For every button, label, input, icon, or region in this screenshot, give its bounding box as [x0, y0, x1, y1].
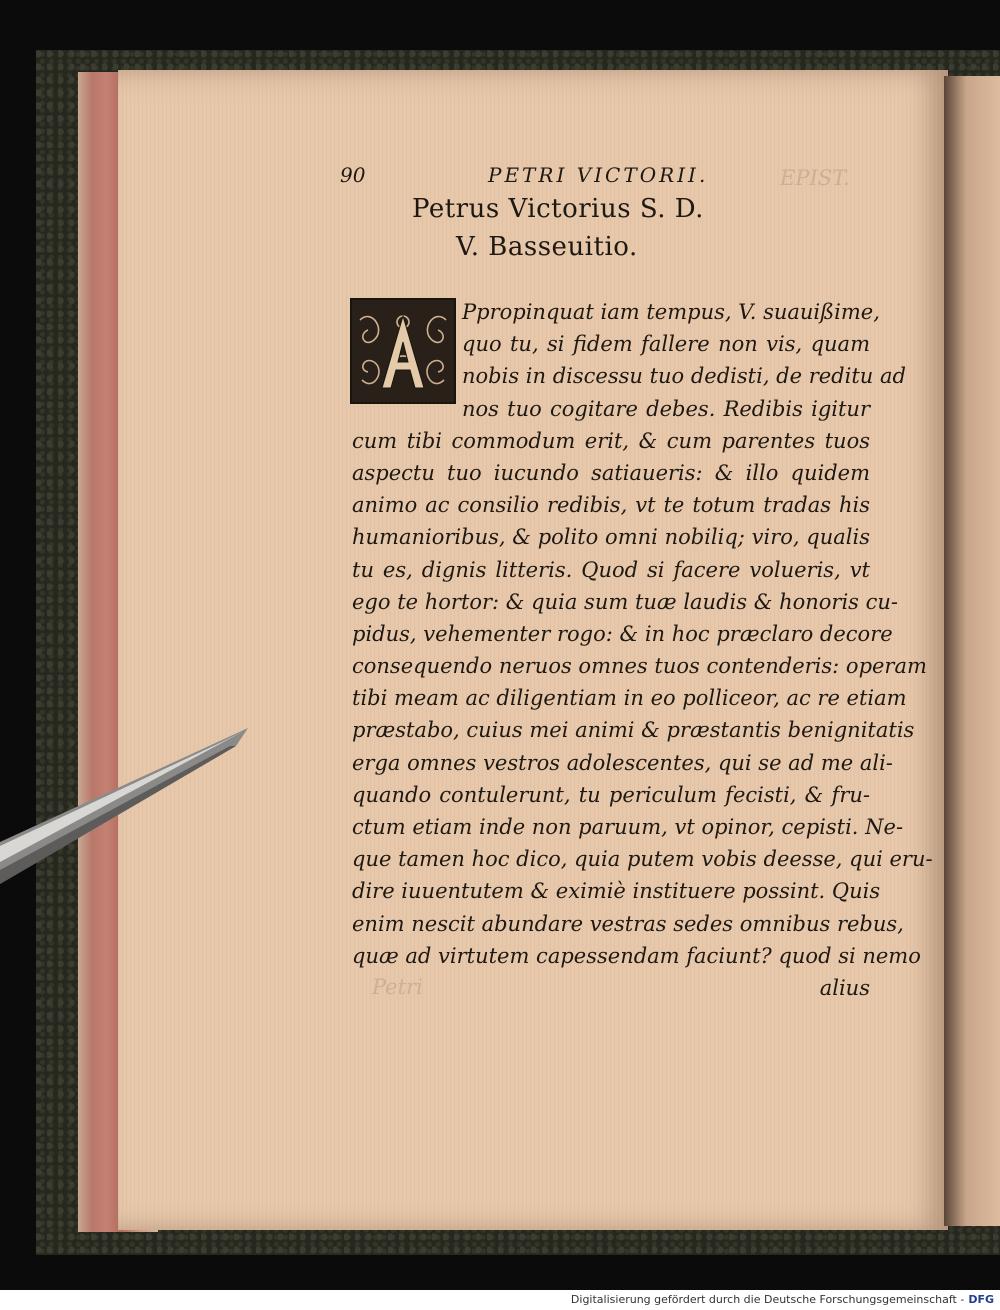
text-line: enim nescit abundare vestras sedes omnibus rebus,: [352, 911, 904, 936]
text-line: quo tu, si fidem fallere non vis, quam: [462, 332, 870, 357]
text-line: ctum etiam inde non paruum, vt opinor, cepisti. Ne-: [352, 815, 904, 839]
facing-page-edge: [944, 76, 1000, 1226]
credit-text: Digitalisierung gefördert durch die Deutsche Forschungsgemeinschaft -: [570, 1293, 965, 1306]
text-line: humanioribus, & polito omni nobiliq; viro, qualis: [352, 525, 870, 550]
text-line: erga omnes vestros adolescentes, qui se ad me ali-: [352, 750, 893, 775]
running-head: PETRI VICTORII.: [488, 163, 709, 187]
text-line: quando contulerunt, tu periculum fecisti, & fru-: [352, 782, 870, 807]
text-line: tibi meam ac diligentiam in eo polliceor, ac re etiam: [352, 686, 907, 711]
text-line: aspectu tuo iucundo satiaueris: & illo quidem: [352, 460, 870, 485]
bleed-through-text: Petri: [372, 975, 423, 999]
text-line: consequendo neruos omnes tuos contenderis: operam: [352, 654, 927, 679]
digitization-credit-footer: [0, 1290, 1000, 1310]
metal-pointer-stick: [0, 0, 260, 900]
dfg-logo: DFG: [968, 1293, 994, 1306]
text-line: tu es, dignis litteris. Quod si facere volueris, vt: [352, 557, 870, 582]
text-line: animo ac consilio redibis, vt te totum tradas his: [352, 493, 870, 518]
text-line: nobis in discessu tuo dedisti, de reditu ad: [462, 364, 906, 389]
bleed-through-text: EPIST.: [780, 166, 850, 190]
text-line: dire iuuentutem & eximiè instituere possint. Quis: [352, 879, 881, 904]
letter-title-line-1: Petrus Victorius S. D.: [412, 194, 704, 224]
page-header: [340, 163, 770, 193]
text-line: præstabo, cuius mei animi & præstantis benignitatis: [352, 718, 915, 743]
letter-body: [352, 296, 933, 1004]
text-line: alius: [819, 975, 870, 1000]
text-line: quæ ad virtutem capessendam faciunt? quod si nemo: [352, 943, 921, 968]
text-line: cum tibi commodum erit, & cum parentes tuos: [352, 428, 870, 453]
text-line: Ppropinquat iam tempus, V. suauißime,: [462, 300, 880, 324]
page-number: 90: [340, 163, 366, 187]
text-line: que tamen hoc dico, quia putem vobis deesse, qui eru-: [352, 847, 933, 872]
text-line: nos tuo cogitare debes. Redibis igitur: [462, 396, 870, 421]
text-line: ego te hortor: & quia sum tuæ laudis & honoris cu-: [352, 589, 898, 614]
text-line: pidus, vehementer rogo: & in hoc præclaro decore: [352, 621, 893, 646]
letter-title-line-2: V. Basseuitio.: [456, 232, 638, 262]
